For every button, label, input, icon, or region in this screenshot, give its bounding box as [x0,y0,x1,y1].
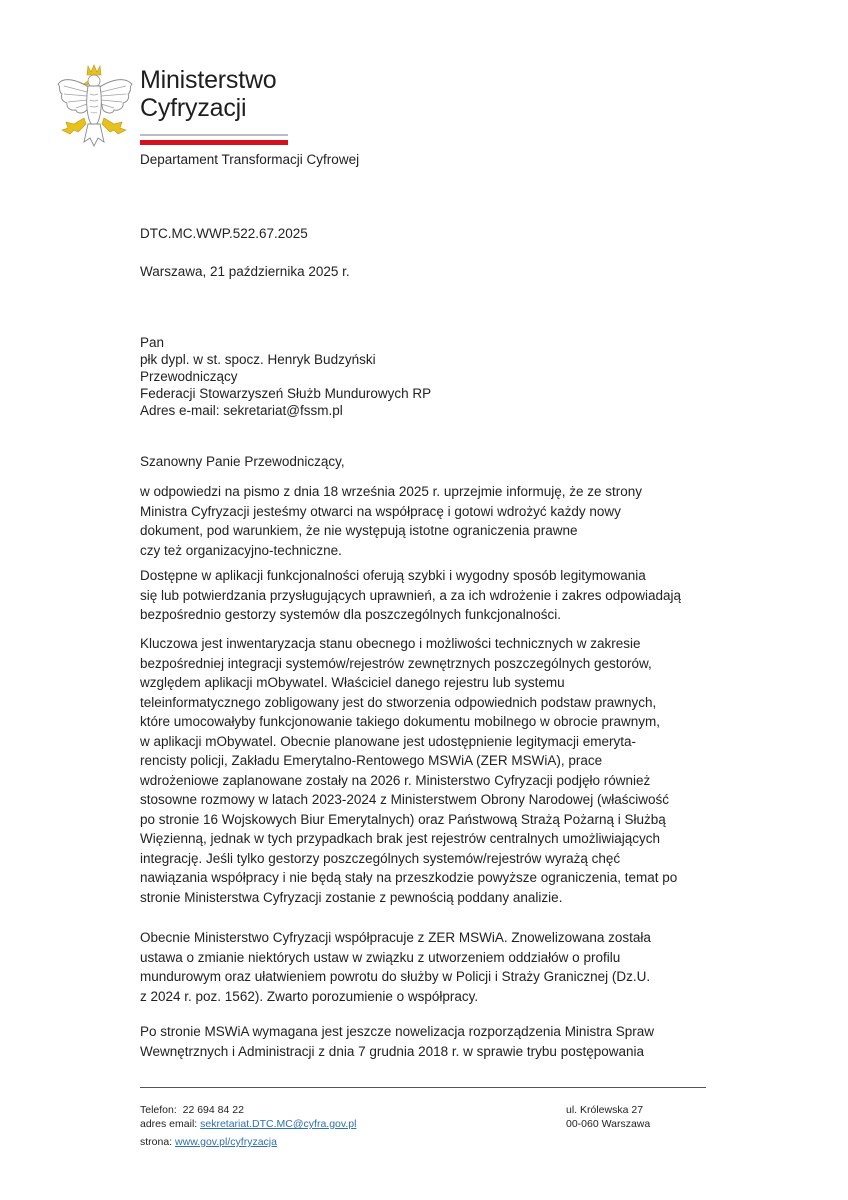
polish-eagle-emblem-icon [54,62,138,154]
footer-address [566,1103,650,1131]
website-link[interactable]: www.gov.pl/cyfryzacja [175,1136,277,1148]
paragraph-line: bezpośredniej integracji systemów/rejestrów zewnętrznych poszczególnych gestorów, [140,655,652,671]
paragraph-line: Kluczowa jest inwentaryzacja stanu obecnego i możliwości technicznych w zakresie [140,636,641,651]
paragraph-line: w odpowiedzi na pismo z dnia 18 września 2025 r. uprzejmie informuję, że ze strony [140,484,642,499]
paragraph-line: Wewnętrznych i Administracji z dnia 7 grudnia 2018 r. w sprawie trybu postępowania [140,1043,645,1059]
recipient-line: Przewodniczący [140,369,238,384]
salutation: Szanowny Panie Przewodniczący, [140,454,345,469]
place-and-date: Warszawa, 21 października 2025 r. [140,264,350,279]
paragraph-line: mundurowym oraz ułatwieniem powrotu do służby w Policji i Straży Granicznej (Dz.U. [140,969,651,984]
footer-contact [140,1103,356,1149]
paragraph-line: rencisty policji, Zakładu Emerytalno-Rentowego MSWiA (ZER MSWiA), prace [140,753,603,768]
paragraph-line: teleinformatycznego zobligowany jest do stworzenia odpowiednich podstaw prawnych, [140,694,657,710]
paragraph-line: ustawa o zmianie niektórych ustaw w związku z utworzeniem oddziałów o profilu [140,949,621,965]
email-label: adres email: [140,1118,198,1130]
paragraph-line: stronie Ministerstwa Cyfryzacji zostanie z pewnością poddany analizie. [140,889,563,905]
paragraph-line: Ministra Cyfryzacji jesteśmy otwarci na współpracę i gotowi wdrożyć każdy nowy [140,503,621,519]
recipient-line: Adres e-mail: sekretariat@fssm.pl [140,403,343,418]
paragraph-line: Po stronie MSWiA wymagana jest jeszcze nowelizacja rozporządzenia Ministra Spraw [140,1024,654,1039]
footer-email-row [140,1117,356,1131]
address-line-1: ul. Królewska 27 [566,1104,644,1116]
paragraph-line: czy też organizacyjno-techniczne. [140,542,342,558]
body-paragraph-2 [140,566,681,625]
paragraph-line: integrację. Jeśli tylko gestorzy poszczególnych systemów/rejestrów wyrażą chęć [140,850,621,866]
recipient-line: płk dypl. w st. spocz. Henryk Budzyński [140,352,376,367]
paragraph-line: Obecnie Ministerstwo Cyfryzacji współpracuje z ZER MSWiA. Znowelizowana została [140,930,651,945]
paragraph-line: Więzienną, jednak w tych przypadkach brak jest rejestrów centralnych umożliwiających [140,831,660,846]
address-line-2: 00-060 Warszawa [566,1118,651,1130]
paragraph-line: względem aplikacji mObywatel. Właściciel danego rejestru lub systemu [140,675,565,690]
recipient-block [140,334,431,419]
paragraph-line: w aplikacji mObywatel. Obecnie planowane jest udostępnienie legitymacji emeryta- [140,733,636,749]
paragraph-line: dokument, pod warunkiem, że nie występują istotne ograniczenia prawne [140,523,578,538]
body-paragraph-1 [140,482,642,560]
reference-number: DTC.MC.WWP.522.67.2025 [140,226,308,241]
paragraph-line: stosowne rozmowy w latach 2023-2024 z Ministerstwem Obrony Narodowej (właściwość [140,792,669,807]
phone-value: 22 694 84 22 [182,1104,244,1116]
gray-divider-bar [140,134,288,136]
ministry-name-line1: Ministerstwo [140,66,277,94]
ministry-name [140,66,277,122]
footer-website-row [140,1135,356,1149]
recipient-line: Pan [140,335,165,350]
paragraph-line: się lub potwierdzania przysługujących uprawnień, a za ich wdrożenie i zakres odpowiadają [140,587,682,603]
paragraph-line: po stronie 16 Wojskowych Biur Emerytalnych) oraz Państwową Strażą Pożarną i Służbą [140,811,666,827]
website-label: strona: [140,1136,173,1148]
paragraph-line: które umocowałyby funkcjonowanie takiego dokumentu mobilnego w obrocie prawnym, [140,714,661,729]
footer-phone-row [140,1103,356,1117]
body-paragraph-4 [140,928,651,1006]
paragraph-line: nawiązania współpracy i nie będą stały na przeszkodzie powyższe ograniczenia, temat po [140,870,678,885]
paragraph-line: wdrożeniowe zaplanowane zostały na 2026 r. Ministerstwo Cyfryzacji podjęło również [140,772,651,788]
body-paragraph-5 [140,1022,654,1061]
paragraph-line: z 2024 r. poz. 1562). Zwarto porozumienie o współpracy. [140,988,479,1004]
phone-label: Telefon: [140,1104,177,1116]
department-name: Departament Transformacji Cyfrowej [140,152,360,167]
email-link[interactable]: sekretariat.DTC.MC@cyfra.gov.pl [200,1118,357,1130]
red-divider-bar [140,140,288,145]
footer-divider [140,1087,706,1088]
body-paragraph-3 [140,634,677,907]
ministry-name-line2: Cyfryzacji [140,94,247,122]
recipient-line: Federacji Stowarzyszeń Służb Mundurowych RP [140,386,432,401]
paragraph-line: bezpośrednio gestorzy systemów dla poszczególnych funkcjonalności. [140,607,561,622]
paragraph-line: Dostępne w aplikacji funkcjonalności oferują szybki i wygodny sposób legitymowania [140,568,646,583]
